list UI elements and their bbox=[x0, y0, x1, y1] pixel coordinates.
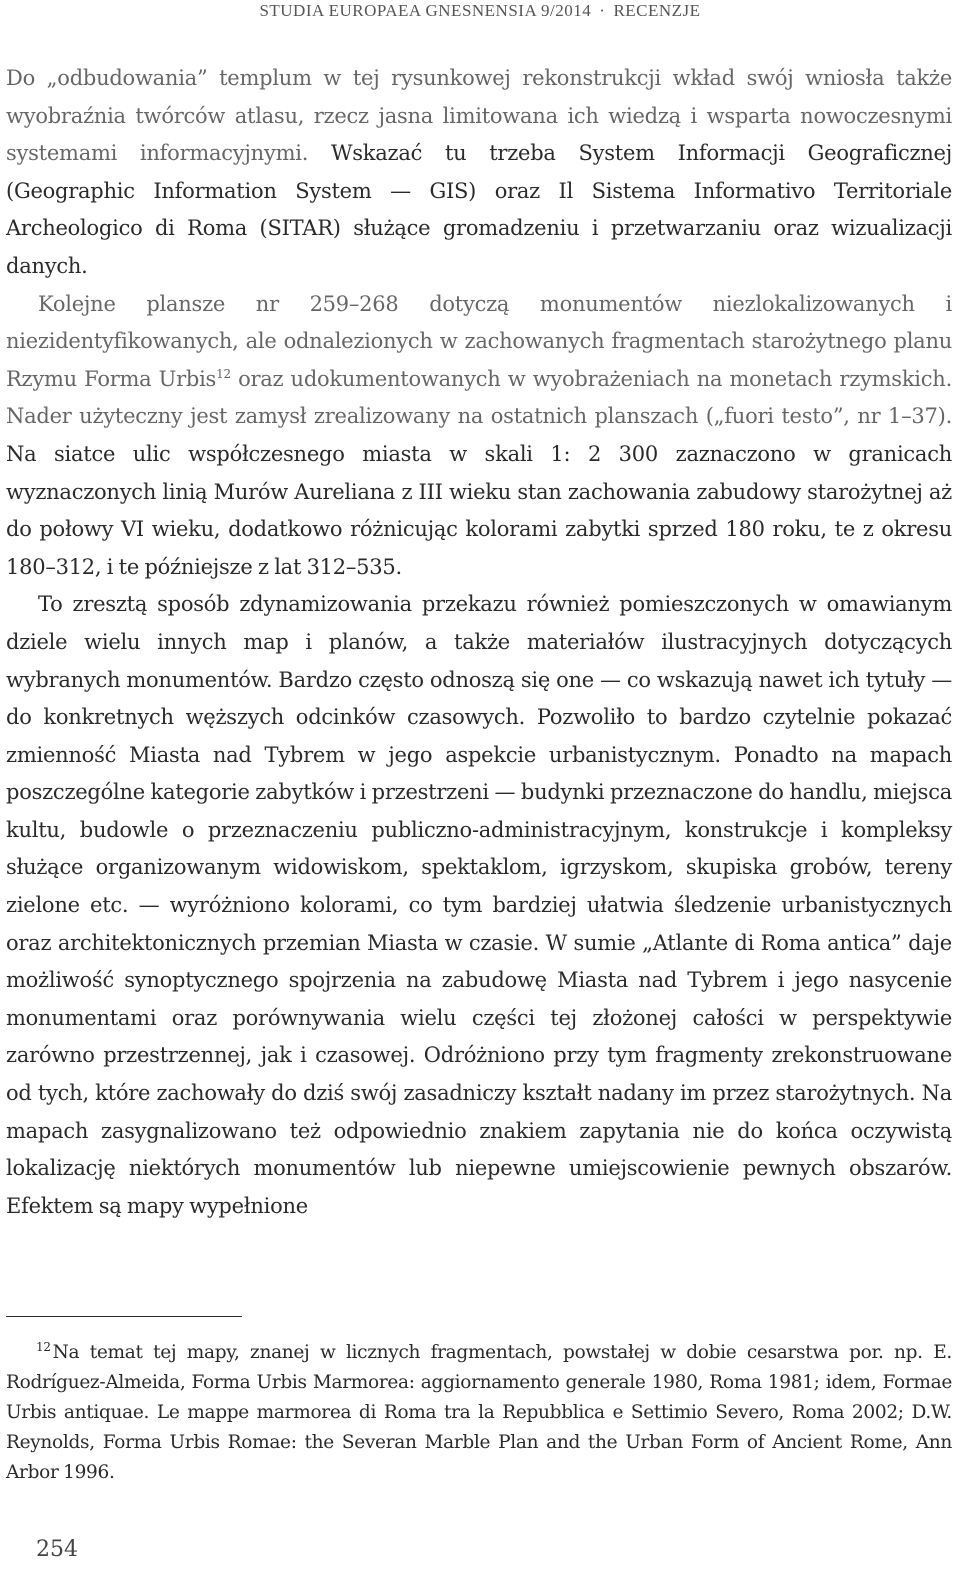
paragraph-1-text: Wskazać tu trzeba System Informacji Geograficznej (Geographic Information System — GIS) oraz Il Sistema Informativo Territoriale Archeologico di Roma (SITAR) służące gromadzeniu i przetwarzaniu oraz wizualizacji danych. bbox=[6, 141, 952, 278]
paragraph-3-text: To zresztą sposób zdynamizowania przekazu również pomieszczonych w omawianym dziele wielu innych map i planów, a także materiałów ilustracyjnych dotyczących wybranych monumentów. Bardzo często odnoszą się one — co wskazują nawet ich tytuły — do konkretnych węższych odcinków czasowych. Pozwoliło to bardzo czytelnie pokazać zmienność Miasta nad Tybrem w jego aspekcie urbanistycznym. Ponadto na mapach poszczególne kategorie zabytków i przestrzeni — budynki przeznaczone do handlu, miejsca kultu, budowle o przeznaczeniu publiczno-administracyjnym, konstrukcje i kompleksy służące organizowanym widowiskom, spektaklom, igrzyskom, skupiska grobów, tereny zielone etc. — wyróżniono kolorami, co tym bardziej ułatwia śledzenie urbanistycznych oraz architektonicznych przemian Miasta w czasie. W sumie „Atlante di Roma antica” daje możliwość synoptycznego spojrzenia na zabudowę Miasta nad Tybrem i jego nasycenie monumentami oraz porównywania wielu części tej złożonej całości w perspektywie zarówno przestrzennej, jak i czasowej. Odróżniono przy tym fragmenty zrekonstruowane od tych, które zachowały do dziś swój zasadniczy kształt nadany im przez starożytnych. Na mapach zasygnalizowano też odpowiednio znakiem zapytania nie do końca oczywistą lokalizację niektórych monumentów lub niepewne umiejscowienie pewnych obszarów. Efektem są mapy wypełnione bbox=[6, 592, 952, 1218]
footnote-number: 12 bbox=[36, 1340, 51, 1354]
paragraph-2-lead: Kolejne plansze nr 259–268 dotyczą monumentów niezlokalizowanych i niezidentyfikowanych, ale odnalezionych w zachowanych fragmentach starożytnego planu Rzymu Forma Urbis bbox=[6, 291, 952, 391]
paragraph-2-lead-cont: oraz udokumentowanych w wyobrażeniach na monetach rzymskich. Nader użyteczny jest zamysł zrealizowany na ostatnich planszach („fuori testo”, nr 1–37). bbox=[6, 366, 952, 429]
footnote-text: Na temat tej mapy, znanej w licznych fragmentach, powstałej w dobie cesarstwa por. np. E. Rodríguez-Almeida, Forma Urbis Marmorea: aggiornamento generale 1980, Roma 1981; idem, Formae Urbis antiquae. Le mappe marmorea di Roma tra la Repubblica e Settimio Severo, Roma 2002; D.W. Reynolds, Forma Urbis Romae: the Severan Marble Plan and the Urban Form of Ancient Rome, Ann Arbor 1996. bbox=[6, 1342, 952, 1483]
body-text bbox=[6, 60, 952, 1225]
footnote-ref-12[interactable]: 12 bbox=[216, 366, 231, 381]
page-number: 254 bbox=[36, 1537, 78, 1562]
paragraph-1 bbox=[6, 60, 952, 286]
paragraph-2-text: Na siatce ulic współczesnego miasta w skali 1: 2 300 zaznaczono w granicach wyznaczonych linią Murów Aureliana z III wieku stan zachowania zabudowy starożytnej aż do połowy VI wieku, dodatkowo różnicując kolorami zabytki sprzed 180 roku, te z okresu 180–312, i te późniejsze z lat 312–535. bbox=[6, 441, 952, 579]
running-head bbox=[0, 0, 960, 22]
paragraph-2 bbox=[6, 286, 952, 587]
footnote-divider bbox=[6, 1316, 242, 1317]
journal-title: STUDIA EUROPAEA GNESNENSIA 9/2014 bbox=[259, 1, 592, 20]
footnote-12 bbox=[6, 1338, 952, 1488]
section-title: RECENZJE bbox=[613, 1, 701, 20]
header-separator: · bbox=[599, 1, 606, 20]
paragraph-3 bbox=[6, 586, 952, 1225]
paragraph-1-lead: Do „odbudowania” templum w tej rysunkowej rekonstrukcji wkład swój wniosła także wyobraźnia twórców atlasu, rzecz jasna limitowana ich wiedzą i wsparta nowoczesnymi systemami informacyjnymi. bbox=[6, 66, 952, 166]
